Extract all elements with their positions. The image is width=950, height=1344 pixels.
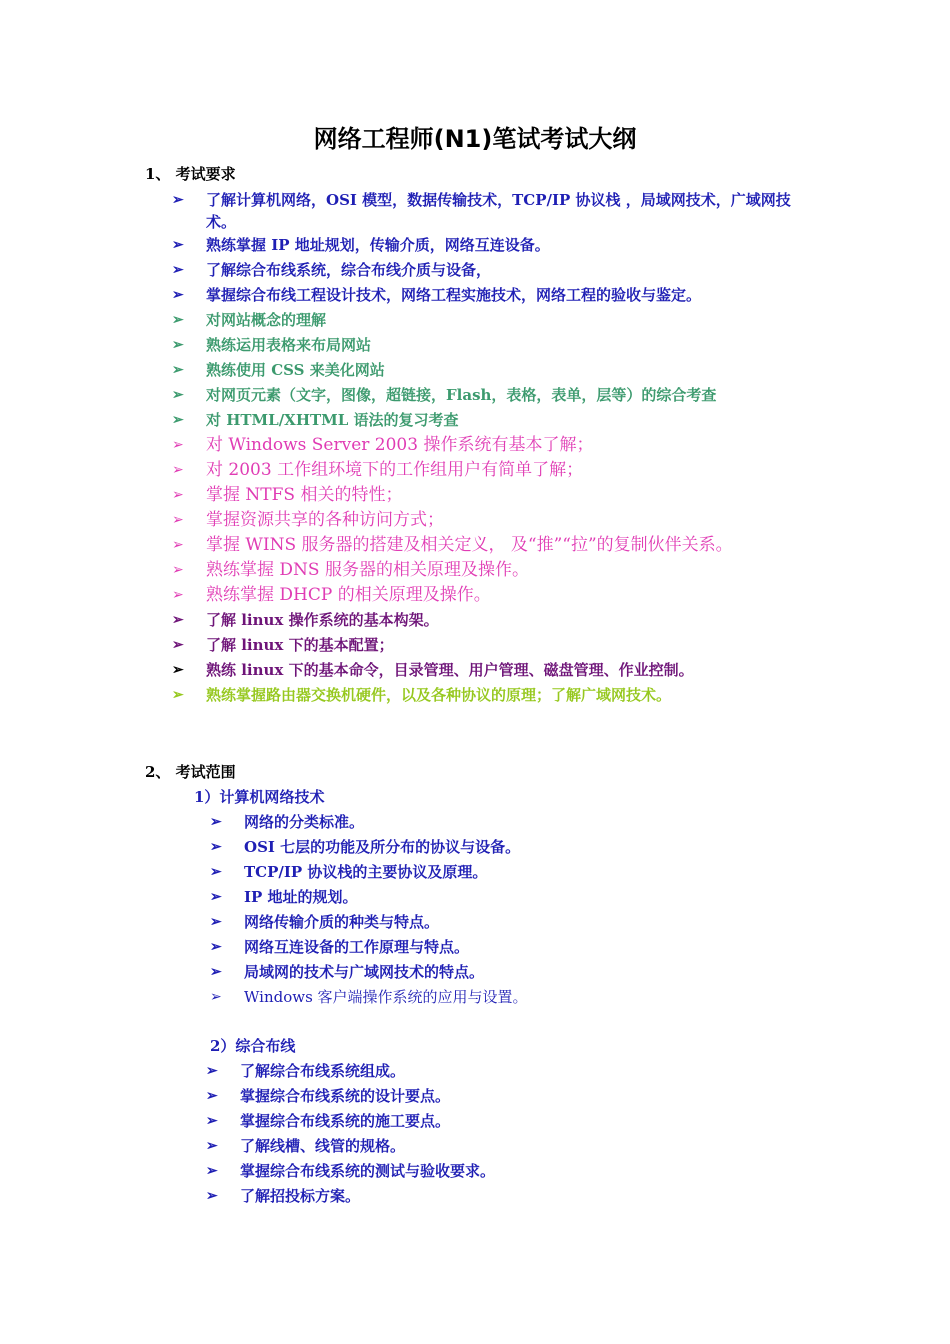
arrow-bullet-icon: ➢ xyxy=(172,687,184,703)
subsection-2-list xyxy=(206,1061,856,1211)
list-item-text: 网络互连设备的工作原理与特点。 xyxy=(244,938,470,956)
list-item-text: 了解 linux 下的基本配置； xyxy=(206,636,394,654)
list-item xyxy=(172,610,872,635)
arrow-bullet-icon: ➢ xyxy=(210,839,222,855)
list-item xyxy=(172,460,872,485)
list-item xyxy=(172,560,872,585)
arrow-bullet-icon: ➢ xyxy=(172,337,184,353)
arrow-bullet-icon: ➢ xyxy=(206,1113,218,1129)
subsection-2-heading: 2）综合布线 xyxy=(210,1037,296,1055)
list-item-text: 对网站概念的理解 xyxy=(206,311,327,329)
list-item xyxy=(172,285,872,310)
arrow-bullet-icon: ➢ xyxy=(210,889,222,905)
list-item-text: 网络的分类标准。 xyxy=(244,813,365,831)
list-item xyxy=(172,360,872,385)
arrow-bullet-icon: ➢ xyxy=(172,262,184,278)
list-item-text: 对 Windows Server 2003 操作系统有基本了解； xyxy=(206,435,594,455)
list-item xyxy=(206,1111,856,1136)
list-item xyxy=(172,635,872,660)
arrow-bullet-icon: ➢ xyxy=(210,864,222,880)
list-item xyxy=(210,987,860,1012)
list-item-text: 了解招投标方案。 xyxy=(240,1187,361,1205)
arrow-bullet-icon: ➢ xyxy=(172,537,184,553)
list-item-text: 了解综合布线系统组成。 xyxy=(240,1062,406,1080)
list-item xyxy=(172,435,872,460)
list-item xyxy=(172,235,872,260)
arrow-bullet-icon: ➢ xyxy=(172,437,184,453)
arrow-bullet-icon: ➢ xyxy=(172,662,184,678)
list-item xyxy=(172,485,872,510)
list-item xyxy=(210,962,860,987)
list-item xyxy=(172,310,872,335)
list-item xyxy=(206,1186,856,1211)
section-2-heading: 2、 考试范围 xyxy=(145,763,236,781)
list-item xyxy=(206,1161,856,1186)
section-1-list xyxy=(172,190,872,710)
list-item-text: TCP/IP 协议栈的主要协议及原理。 xyxy=(244,863,488,881)
subsection-1-list xyxy=(210,812,860,1012)
list-item xyxy=(172,190,872,235)
list-item-text: 熟练使用 CSS 来美化网站 xyxy=(206,361,385,379)
list-item xyxy=(210,837,860,862)
list-item-text: 熟练运用表格来布局网站 xyxy=(206,336,372,354)
list-item-text: 熟练掌握路由器交换机硬件，以及各种协议的原理；了解广域网技术。 xyxy=(206,686,672,704)
list-item-text: 了解计算机网络，OSI 模型，数据传输技术，TCP/IP 协议栈 ，局域网技术，广域网技术。 xyxy=(206,191,791,231)
arrow-bullet-icon: ➢ xyxy=(210,989,222,1005)
list-item xyxy=(172,585,872,610)
list-item-text: 对 2003 工作组环境下的工作组用户有简单了解； xyxy=(206,460,584,480)
arrow-bullet-icon: ➢ xyxy=(210,914,222,930)
arrow-bullet-icon: ➢ xyxy=(172,612,184,628)
arrow-bullet-icon: ➢ xyxy=(172,587,184,603)
list-item-text: 对 HTML/XHTML 语法的复习考查 xyxy=(206,411,459,429)
list-item-text: OSI 七层的功能及所分布的协议与设备。 xyxy=(244,838,521,856)
arrow-bullet-icon: ➢ xyxy=(206,1088,218,1104)
list-item-text: 掌握综合布线系统的设计要点。 xyxy=(240,1087,451,1105)
list-item-text: 掌握综合布线系统的测试与验收要求。 xyxy=(240,1162,496,1180)
list-item xyxy=(172,410,872,435)
list-item-text: 网络传输介质的种类与特点。 xyxy=(244,913,440,931)
list-item xyxy=(172,335,872,360)
arrow-bullet-icon: ➢ xyxy=(172,462,184,478)
arrow-bullet-icon: ➢ xyxy=(210,814,222,830)
page-title: 网络工程师(N1)笔试考试大纲 xyxy=(313,125,637,153)
list-item-text: 局域网的技术与广域网技术的特点。 xyxy=(244,963,485,981)
arrow-bullet-icon: ➢ xyxy=(172,192,184,208)
list-item xyxy=(172,510,872,535)
list-item xyxy=(210,812,860,837)
list-item xyxy=(210,887,860,912)
arrow-bullet-icon: ➢ xyxy=(172,387,184,403)
list-item-text: 掌握综合布线系统的施工要点。 xyxy=(240,1112,451,1130)
list-item-text: 了解综合布线系统，综合布线介质与设备， xyxy=(206,261,492,279)
arrow-bullet-icon: ➢ xyxy=(210,939,222,955)
list-item-text: 熟练掌握 DHCP 的相关原理及操作。 xyxy=(206,585,491,605)
arrow-bullet-icon: ➢ xyxy=(172,237,184,253)
list-item xyxy=(172,535,872,560)
arrow-bullet-icon: ➢ xyxy=(172,487,184,503)
section-1-heading: 1、 考试要求 xyxy=(145,165,236,183)
list-item xyxy=(210,862,860,887)
list-item-text: 了解 linux 操作系统的基本构架。 xyxy=(206,611,439,629)
arrow-bullet-icon: ➢ xyxy=(172,512,184,528)
list-item xyxy=(172,660,872,685)
arrow-bullet-icon: ➢ xyxy=(172,362,184,378)
list-item xyxy=(172,385,872,410)
list-item-text: 掌握综合布线工程设计技术，网络工程实施技术，网络工程的验收与鉴定。 xyxy=(206,286,702,304)
arrow-bullet-icon: ➢ xyxy=(172,637,184,653)
arrow-bullet-icon: ➢ xyxy=(206,1138,218,1154)
arrow-bullet-icon: ➢ xyxy=(172,412,184,428)
arrow-bullet-icon: ➢ xyxy=(206,1063,218,1079)
list-item-text: 掌握 NTFS 相关的特性； xyxy=(206,485,403,505)
arrow-bullet-icon: ➢ xyxy=(172,562,184,578)
list-item xyxy=(172,685,872,710)
list-item xyxy=(206,1086,856,1111)
list-item xyxy=(210,912,860,937)
list-item-text: Windows 客户端操作系统的应用与设置。 xyxy=(244,988,528,1006)
arrow-bullet-icon: ➢ xyxy=(210,964,222,980)
list-item xyxy=(206,1136,856,1161)
list-item-text: 对网页元素（文字，图像，超链接，Flash，表格，表单，层等）的综合考查 xyxy=(206,386,717,404)
list-item-text: 掌握资源共享的各种访问方式； xyxy=(206,510,444,530)
list-item-text: 掌握 WINS 服务器的搭建及相关定义， 及“推”“拉”的复制伙伴关系。 xyxy=(206,535,733,555)
list-item xyxy=(172,260,872,285)
list-item xyxy=(206,1061,856,1086)
list-item-text: 熟练掌握 DNS 服务器的相关原理及操作。 xyxy=(206,560,529,580)
list-item xyxy=(210,937,860,962)
arrow-bullet-icon: ➢ xyxy=(172,312,184,328)
list-item-text: 熟练 linux 下的基本命令，目录管理、用户管理、磁盘管理、作业控制。 xyxy=(206,661,694,679)
subsection-1-heading: 1）计算机网络技术 xyxy=(194,788,325,806)
arrow-bullet-icon: ➢ xyxy=(206,1163,218,1179)
arrow-bullet-icon: ➢ xyxy=(172,287,184,303)
list-item-text: 熟练掌握 IP 地址规划，传输介质，网络互连设备。 xyxy=(206,236,550,254)
arrow-bullet-icon: ➢ xyxy=(206,1188,218,1204)
list-item-text: 了解线槽、线管的规格。 xyxy=(240,1137,406,1155)
list-item-text: IP 地址的规划。 xyxy=(244,888,358,906)
